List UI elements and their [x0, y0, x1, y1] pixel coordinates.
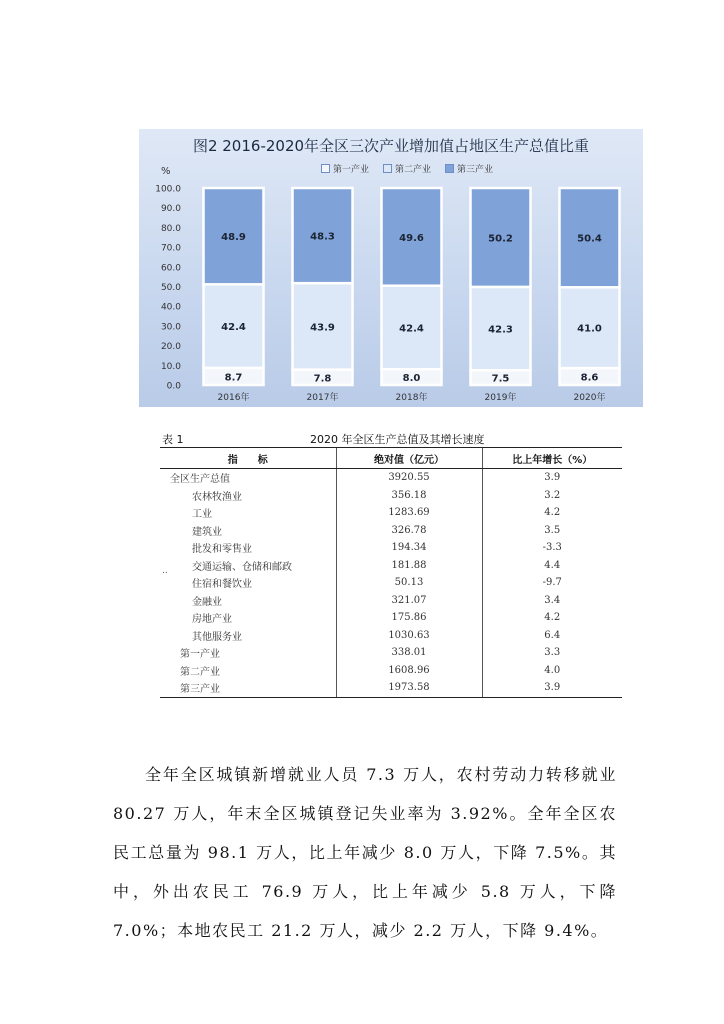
y-tick-label: 20.0: [160, 342, 181, 353]
table-row: [160, 644, 622, 662]
row-growth: 4.2: [482, 504, 622, 522]
header-growth: 比上年增长（%）: [482, 448, 622, 469]
table-row: [160, 574, 622, 592]
row-value: 321.07: [336, 592, 482, 610]
table-row: [160, 662, 622, 680]
chart-legend: [321, 162, 493, 175]
chart-title: 图2 2016-2020年全区三次产业增加值占地区生产总值比重: [192, 137, 590, 155]
stacked-bar-chart: [139, 129, 643, 407]
table-row: [160, 539, 622, 557]
data-label: 43.9: [310, 322, 335, 334]
legend-swatch-primary: [321, 164, 330, 173]
data-label: 50.4: [577, 233, 602, 245]
data-label: 50.2: [488, 233, 513, 245]
header-indicator: 指 标: [160, 448, 336, 469]
row-growth: -9.7: [482, 574, 622, 592]
table-row: [160, 522, 622, 540]
row-value: 1608.96: [336, 662, 482, 680]
table-label: 表 1: [162, 433, 184, 446]
x-tick-label: 2020年: [573, 393, 606, 403]
row-value: 1030.63: [336, 627, 482, 645]
row-growth: 4.2: [482, 609, 622, 627]
y-tick-label: 60.0: [160, 263, 181, 274]
legend-item-primary: [321, 162, 369, 175]
row-growth: 4.4: [482, 557, 622, 575]
y-tick-label: 90.0: [160, 204, 181, 215]
x-tick-label: 2017年: [306, 393, 339, 403]
table-title: 2020 年全区生产总值及其增长速度: [310, 433, 485, 446]
row-value: 356.18: [336, 487, 482, 505]
row-indicator: 全区生产总值: [170, 474, 230, 486]
row-value: 175.86: [336, 609, 482, 627]
x-tick-label: 2019年: [484, 393, 517, 403]
row-indicator: 金融业: [192, 596, 222, 608]
row-indicator: 农林牧渔业: [192, 491, 242, 503]
row-indicator: 其他服务业: [192, 631, 242, 643]
legend-label-secondary: 第二产业: [395, 165, 432, 175]
data-label: 7.8: [313, 373, 332, 385]
row-value: 194.34: [336, 539, 482, 557]
row-indicator: 第一产业: [180, 649, 220, 661]
row-growth: 6.4: [482, 627, 622, 645]
y-tick-label: 40.0: [160, 302, 181, 313]
data-label: 49.6: [399, 232, 424, 244]
row-indicator: 工业: [192, 509, 212, 521]
table-row: [160, 627, 622, 645]
row-growth: 3.3: [482, 644, 622, 662]
body-paragraph: 全年全区城镇新增就业人员 7.3 万人，农村劳动力转移就业 80.27 万人，年末全区城镇登记失业率为 3.92%。全年全区农民工总量为 98.1 万人，比上年减少 8.0 万人，下降 7.5%。其中，外出农民工 76.9 万人，比上年减少 5.8 万人，下降 7.0%；本地农民工 21.2 万人，减少 2.2 万人，下降 9.4%。: [113, 765, 617, 940]
data-label: 41.0: [577, 323, 602, 335]
data-label: 7.5: [491, 373, 510, 385]
row-indicator: 房地产业: [192, 614, 232, 626]
data-label: 42.4: [221, 322, 246, 334]
y-tick-label: 30.0: [160, 322, 181, 333]
y-axis-label: %: [161, 166, 171, 177]
legend-label-primary: 第一产业: [333, 165, 370, 175]
row-growth: -3.3: [482, 539, 622, 557]
row-indicator: 交通运输、仓储和邮政: [192, 561, 292, 573]
table-row: [160, 504, 622, 522]
row-indicator: 住宿和餐饮业: [192, 579, 252, 591]
data-label: 8.0: [402, 373, 421, 385]
data-label: 48.9: [221, 232, 246, 244]
table-row: [160, 487, 622, 505]
table-row: [160, 469, 622, 487]
gdp-table-section: [160, 431, 622, 698]
data-label: 8.7: [224, 372, 243, 384]
stray-mark: ..: [162, 566, 168, 576]
table-row: [160, 592, 622, 610]
data-label: 48.3: [310, 231, 335, 243]
row-growth: 3.4: [482, 592, 622, 610]
row-growth: 3.9: [482, 469, 622, 487]
row-value: 50.13: [336, 574, 482, 592]
row-value: 1283.69: [336, 504, 482, 522]
data-label: 42.4: [399, 323, 424, 335]
legend-swatch-secondary: [383, 164, 392, 173]
y-tick-label: 80.0: [160, 223, 181, 234]
x-tick-label: 2018年: [395, 393, 428, 403]
row-indicator: 批发和零售业: [192, 544, 252, 556]
row-value: 338.01: [336, 644, 482, 662]
row-value: 181.88: [336, 557, 482, 575]
row-indicator: 建筑业: [192, 526, 222, 538]
row-growth: 3.5: [482, 522, 622, 540]
legend-item-tertiary: [445, 162, 493, 175]
table-row: [160, 679, 622, 697]
row-indicator: 第三产业: [160, 679, 336, 697]
row-indicator: 第二产业: [180, 666, 220, 678]
row-growth: 3.2: [482, 487, 622, 505]
data-label: 8.6: [580, 372, 599, 384]
row-growth: 4.0: [482, 662, 622, 680]
x-tick-label: 2016年: [217, 393, 250, 403]
row-value: 3920.55: [336, 469, 482, 487]
legend-swatch-tertiary: [445, 164, 454, 173]
table-row: [160, 609, 622, 627]
row-growth: 3.9: [482, 679, 622, 697]
y-tick-label: 100.0: [155, 184, 181, 195]
row-value: 326.78: [336, 522, 482, 540]
table-caption: [160, 431, 622, 447]
y-tick-label: 0.0: [166, 381, 181, 392]
y-tick-label: 70.0: [160, 243, 181, 254]
y-tick-label: 50.0: [160, 283, 181, 293]
row-value: 1973.58: [336, 679, 482, 697]
data-label: 42.3: [488, 324, 513, 336]
gdp-table: [160, 447, 622, 698]
legend-item-secondary: [383, 162, 431, 175]
header-value: 绝对值（亿元）: [336, 448, 482, 469]
legend-label-tertiary: 第三产业: [457, 165, 494, 175]
y-tick-label: 10.0: [160, 361, 181, 372]
table-row: [160, 557, 622, 575]
table-header-row: [160, 448, 622, 469]
